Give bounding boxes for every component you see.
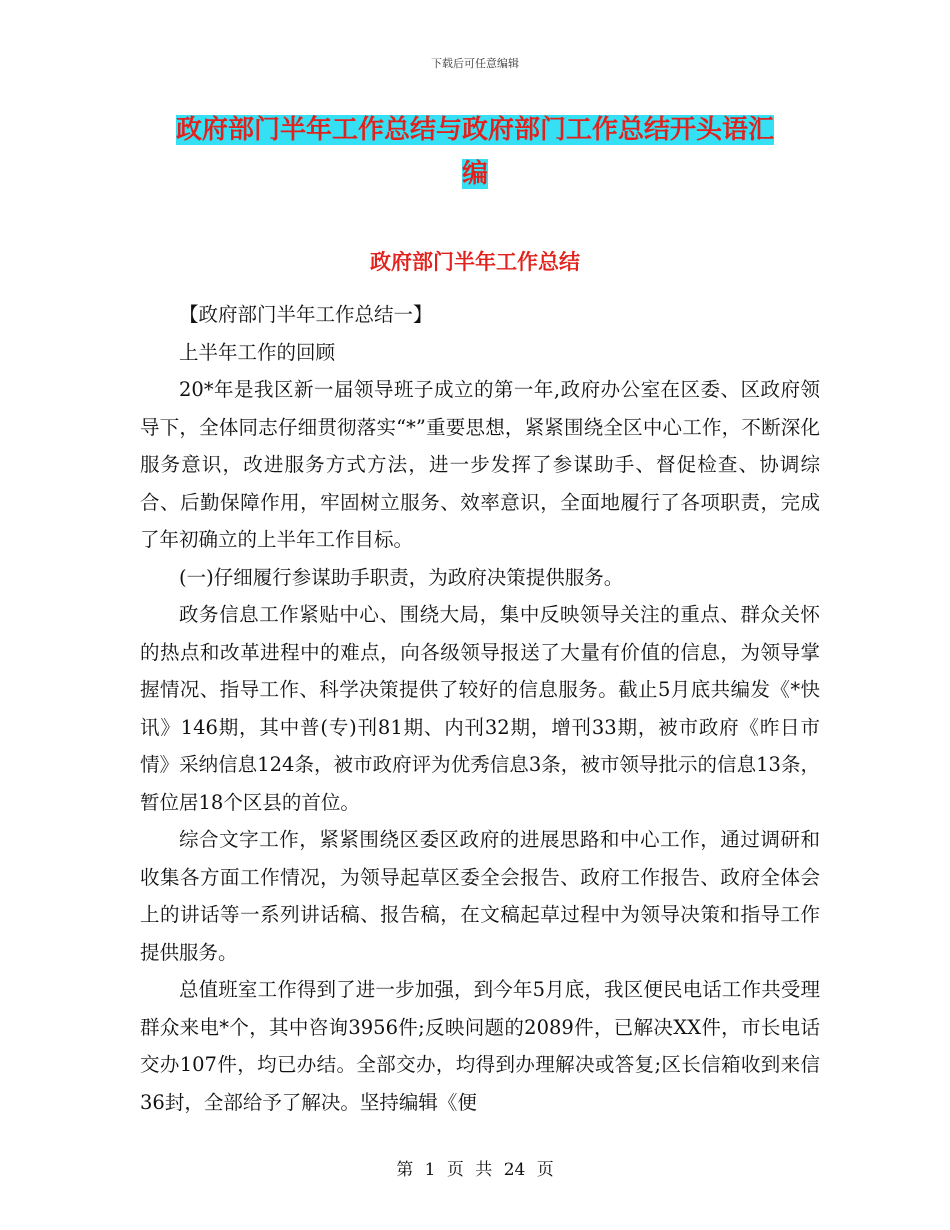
document-title-line-2: 编 [461,159,488,189]
subheading-summary-one: 【政府部门半年工作总结一】 [179,303,433,326]
page-footer: 第 1 页 共 24 页 [396,1160,554,1180]
document-body [140,296,820,1121]
paragraph: 总值班室工作得到了进一步加强，到今年5月底，我区便民电话工作共受理群众来电*个，其中咨询3956件;反映问题的2089件，已解决XX件，市长电话交办107件，均已办结。全部交办，均得到办理解决或答复;区长信箱收到来信36封，全部给予了解决。坚持编辑《便 [140,978,820,1114]
paragraph: 综合文字工作，紧紧围绕区委区政府的进展思路和中心工作，通过调研和收集各方面工作情况，为领导起草区委全会报告、政府工作报告、政府全体会上的讲话等一系列讲话稿、报告稿，在文稿起草过程中为领导决策和指导工作提供服务。 [140,828,820,964]
subheading-review: 上半年工作的回顾 [179,340,336,364]
header-note: 下载后可任意编辑 [431,57,519,70]
document-title [140,108,810,196]
section-title: 政府部门半年工作总结 [370,250,580,274]
paragraph: 20*年是我区新一届领导班子成立的第一年,政府办公室在区委、区政府领导下，全体同志仔细贯彻落实“*”重要思想，紧紧围绕全区中心工作，不断深化服务意识，改进服务方式方法，进一步发挥了参谋助手、督促检查、协调综合、后勤保障作用，牢固树立服务、效率意识，全面地履行了各项职责，完成了年初确立的上半年工作目标。 [140,378,820,551]
paragraph: 政务信息工作紧贴中心、围绕大局，集中反映领导关注的重点、群众关怀的热点和改革进程中的难点，向各级领导报送了大量有价值的信息，为领导掌握情况、指导工作、科学决策提供了较好的信息服务。截止5月底共编发《*快讯》146期，其中普(专)刊81期、内刊32期，增刊33期，被市政府《昨日市情》采纳信息124条，被市政府评为优秀信息3条，被市领导批示的信息13条，暂位居18个区县的首位。 [140,603,820,814]
document-title-line-1: 政府部门半年工作总结与政府部门工作总结开头语汇 [175,115,774,145]
subheading-item-one: (一)仔细履行参谋助手职责，为政府决策提供服务。 [179,565,624,589]
